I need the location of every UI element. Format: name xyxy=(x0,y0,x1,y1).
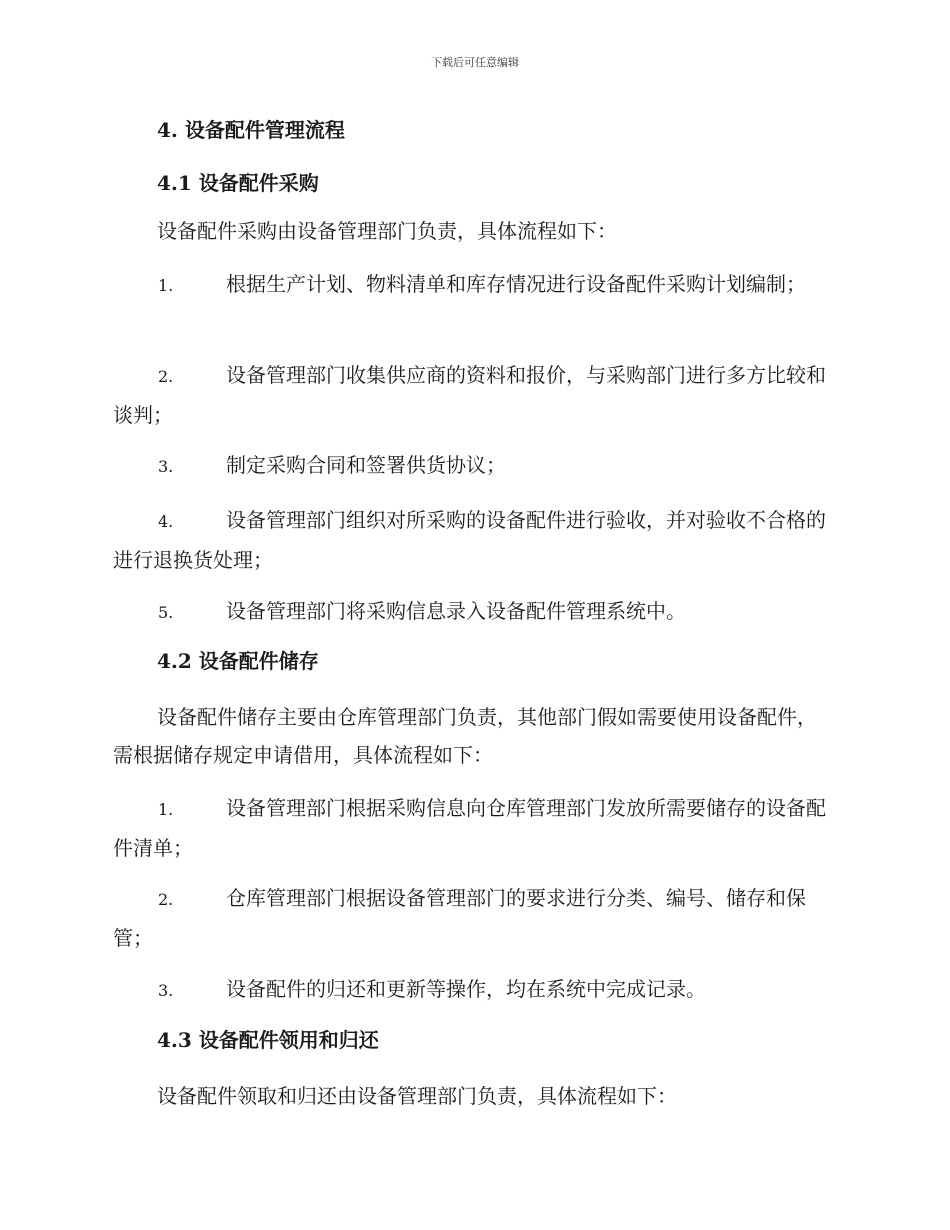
list-number: 1. xyxy=(158,276,174,295)
list-item xyxy=(113,592,833,632)
list-item xyxy=(113,879,833,957)
list-item xyxy=(113,446,833,486)
list-text: 制定采购合同和签署供货协议； xyxy=(226,453,506,477)
paragraph-intro-4-2: 设备配件储存主要由仓库管理部门负责，其他部门假如需要使用设备配件，需根据储存规定申请借用，具体流程如下： xyxy=(113,705,817,767)
subsection-title-4-3: 4.3 设备配件领用和归还 xyxy=(157,1028,379,1052)
list-item xyxy=(113,501,833,579)
paragraph-intro-4-3: 设备配件领取和归还由设备管理部门负责，具体流程如下： xyxy=(157,1084,677,1108)
page-header: 下载后可任意编辑 xyxy=(431,56,519,69)
subsection-title-4-1: 4.1 设备配件采购 xyxy=(157,171,319,195)
subsection-title-4-2: 4.2 设备配件储存 xyxy=(157,649,319,673)
list-number: 3. xyxy=(158,981,174,1000)
list-item xyxy=(113,265,833,305)
list-item xyxy=(113,789,833,867)
list-number: 2. xyxy=(158,367,174,386)
list-item xyxy=(113,356,833,434)
section-title: 4. 设备配件管理流程 xyxy=(157,118,345,142)
list-item xyxy=(113,970,833,1010)
list-text: 设备管理部门根据采购信息向仓库管理部门发放所需要储存的设备配件清单； xyxy=(113,796,826,860)
list-number: 2. xyxy=(158,890,174,909)
list-text: 根据生产计划、物料清单和库存情况进行设备配件采购计划编制； xyxy=(226,272,806,296)
list-text: 设备管理部门组织对所采购的设备配件进行验收，并对验收不合格的进行退换货处理； xyxy=(113,508,826,572)
list-text: 设备管理部门将采购信息录入设备配件管理系统中。 xyxy=(226,599,686,623)
list-text: 仓库管理部门根据设备管理部门的要求进行分类、编号、储存和保管； xyxy=(113,886,806,950)
list-number: 4. xyxy=(158,512,174,531)
list-number: 3. xyxy=(158,457,174,476)
paragraph-intro-4-1: 设备配件采购由设备管理部门负责，具体流程如下： xyxy=(157,219,617,243)
list-text: 设备管理部门收集供应商的资料和报价，与采购部门进行多方比较和谈判； xyxy=(113,363,826,427)
list-number: 1. xyxy=(158,800,174,819)
list-text: 设备配件的归还和更新等操作，均在系统中完成记录。 xyxy=(226,977,706,1001)
list-number: 5. xyxy=(158,603,174,622)
